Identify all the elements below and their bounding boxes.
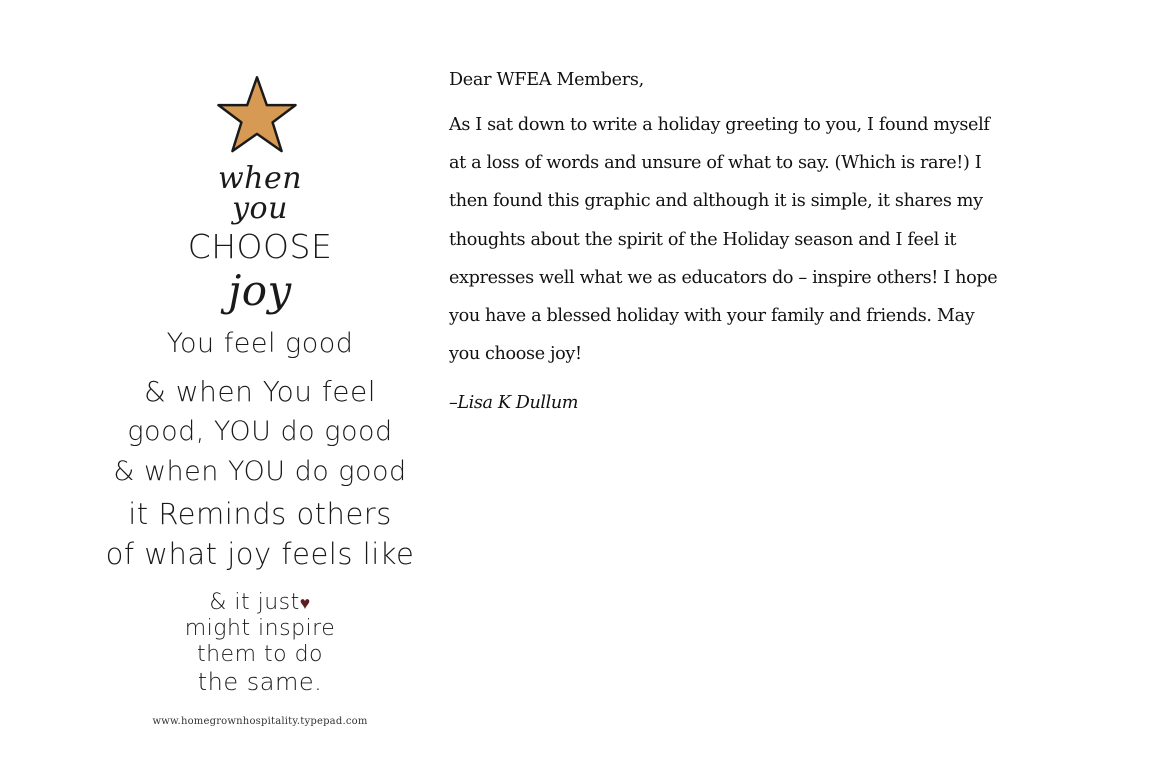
tree-line-them-to-do: them to do — [196, 642, 324, 667]
letter-body-line: As I sat down to write a holiday greeting to you, I found myself — [449, 115, 990, 135]
tree-line-good-you-do-good: good, YOU do good — [127, 416, 393, 447]
heart-icon: ♥ — [299, 594, 311, 614]
tree-line-the-same: the same. — [197, 668, 323, 696]
tree-line-joy: joy — [228, 266, 292, 315]
tree-line-it-reminds-others: it Reminds others — [128, 497, 392, 531]
salutation: Dear WFEA Members, — [449, 70, 644, 90]
letter-body-line: expresses well what we as educators do – inspire others! I hope — [449, 267, 998, 288]
tree-line-choose: CHOOSE — [187, 227, 333, 266]
signature: –Lisa K Dullum — [449, 393, 579, 414]
tree-line-when: when — [217, 161, 303, 196]
letter-body-line: thoughts about the spirit of the Holiday season and I feel it — [449, 229, 957, 250]
tree-line-might-inspire: might inspire — [184, 616, 336, 641]
tree-line-you: you — [232, 191, 288, 226]
tree-line-and-it-just — [80, 592, 440, 614]
letter-body-line: then found this graphic and although it is simple, it shares my — [449, 191, 983, 212]
tree-line-you-feel-good: You feel good — [166, 328, 354, 359]
tree-line-of-what-joy-feels-like: of what joy feels like — [105, 537, 415, 571]
letter-body-line: at a loss of words and unsure of what to say. (Which is rare!) I — [449, 153, 982, 174]
tree-line-and-when-you-do-good: & when YOU do good — [113, 456, 407, 487]
letter-body-line: you have a blessed holiday with your family and friends. May — [449, 306, 975, 327]
tree-line-and-when-you-feel: & when You feel — [143, 375, 376, 408]
letter-body-line: you choose joy! — [449, 344, 582, 365]
letter — [449, 64, 1079, 419]
letter-body — [449, 106, 1079, 373]
graphic-credit-url: www.homegrownhospitality.typepad.com — [152, 716, 368, 727]
joy-tree-graphic — [80, 66, 440, 736]
tree-line-and-it-just-text: & it just — [209, 590, 300, 615]
star-icon — [216, 74, 298, 156]
